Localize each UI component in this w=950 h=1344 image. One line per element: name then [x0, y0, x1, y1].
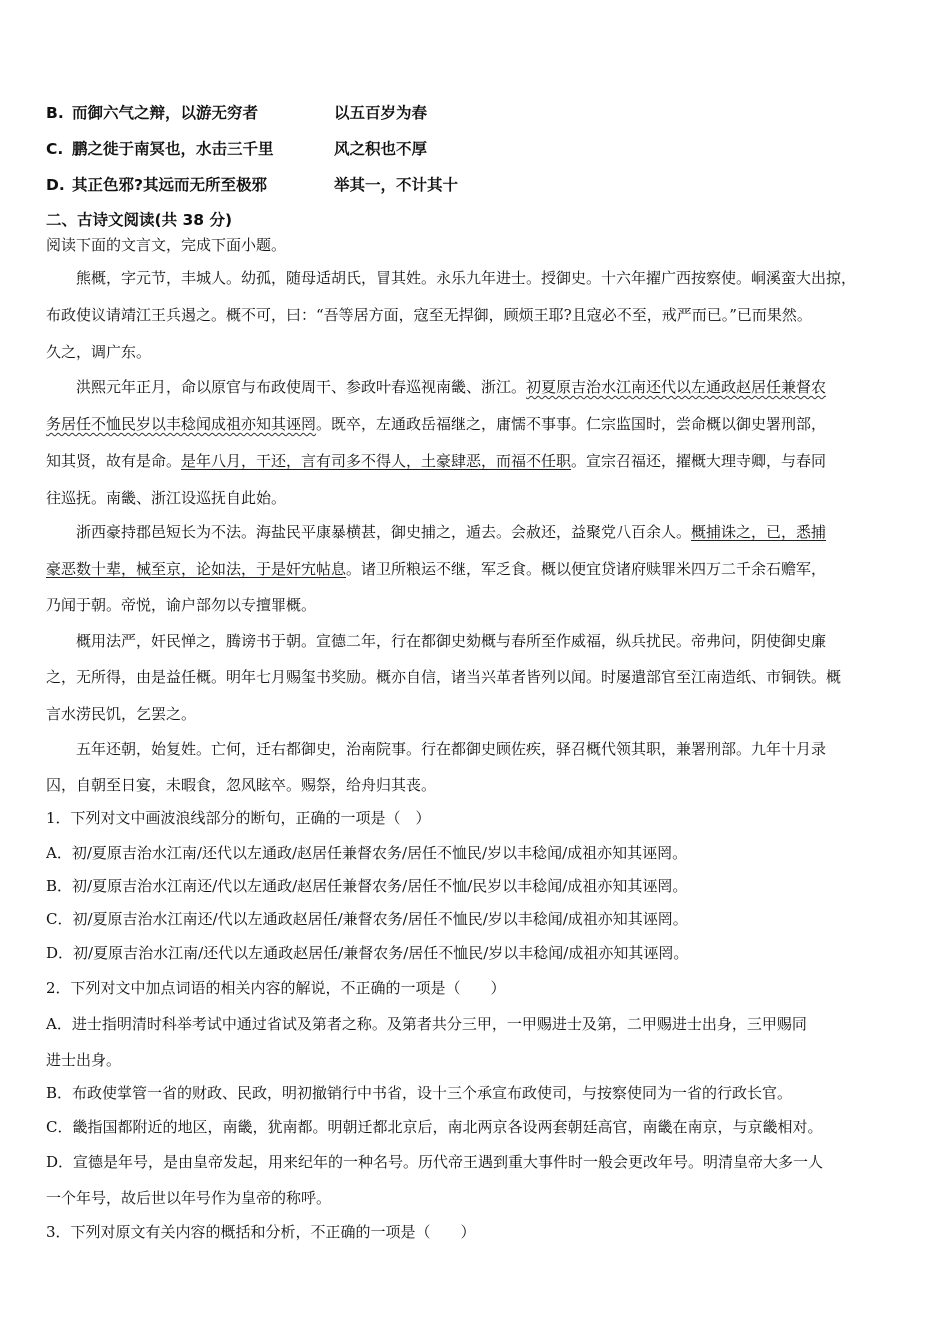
passage-line: 之，无所得，由是益任概。明年七月赐玺书奖励。概亦自信，诸当兴革者皆列以闻。时屡遣部官至江南造纸、市铜铁。概 [46, 668, 842, 686]
option-text-b: 以五百岁为春 [334, 104, 428, 122]
option-label: C. [46, 140, 64, 158]
question-1-option-c: C．初/夏原吉治水江南还/代以左通政赵居任/兼督农务/居任不恤民/岁以丰稔闻/成祖亦知其诬罔。 [46, 910, 688, 928]
passage-line: 往巡抚。南畿、浙江设巡抚自此始。 [46, 489, 287, 507]
option-b [46, 101, 427, 123]
underlined-text: 豪恶数十辈，械至京，论如法，于是奸宄帖息 [46, 560, 347, 578]
passage-text: 洪熙元年正月，命以原官与布政使周干、参政叶春巡视南畿、浙江。 [76, 378, 527, 396]
question-2-stem: 2．下列对文中加点词语的相关内容的解说，不正确的一项是（ ） [46, 979, 506, 997]
passage-line: 言水涝民饥，乞罢之。 [46, 705, 197, 723]
option-text-a: 鹏之徙于南冥也，水击三千里 [72, 140, 274, 158]
question-1-option-d: D．初/夏原吉治水江南/还代以左通政赵居任/兼督农务/居任不恤民/岁以丰稔闻/成祖亦知其诬罔。 [46, 944, 689, 962]
question-1-option-b: B．初/夏原吉治水江南还/代以左通政/赵居任兼督农务/居任不恤/民岁以丰稔闻/成祖亦知其诬罔。 [46, 877, 688, 895]
passage-line [46, 413, 826, 434]
instruction: 阅读下面的文言文，完成下面小题。 [46, 236, 287, 254]
option-text-a: 而御六气之辩，以游无穷者 [72, 104, 259, 122]
passage-line [76, 521, 826, 542]
wavy-underlined-text: 初夏原吉治水江南还代以左通政赵居任兼督农 [526, 378, 827, 396]
question-3-stem: 3．下列对原文有关内容的概括和分析，不正确的一项是（ ） [46, 1223, 476, 1241]
option-d [46, 173, 458, 195]
question-2-option-d-cont: 一个年号，故后世以年号作为皇帝的称呼。 [46, 1189, 332, 1207]
question-2-option-b: B．布政使掌管一省的财政、民政，明初撤销行中书省，设十三个承宣布政使司，与按察使同为一省的行政长官。 [46, 1084, 793, 1102]
question-1-option-a: A．初/夏原吉治水江南/还代以左通政/赵居任兼督农务/居任不恤民/岁以丰稔闻/成祖亦知其诬罔。 [46, 844, 688, 862]
passage-line [76, 376, 826, 397]
wavy-underlined-text: 务居任不恤民岁以丰稔闻成祖亦知其诬罔 [46, 415, 317, 433]
passage-line: 乃闻于朝。帝悦，谕户部勿以专擅罪概。 [46, 596, 317, 614]
passage-line [46, 450, 826, 471]
question-2-option-c: C．畿指国都附近的地区，南畿，犹南都。明朝迁都北京后，南北两京各设两套朝廷高官，南畿在南京，与京畿相对。 [46, 1118, 823, 1136]
passage-line: 五年还朝，始复姓。亡何，迁右都御史，治南院事。行在都御史顾佐疾，驿召概代领其职，兼署刑部。九年十月录 [76, 740, 827, 758]
passage-line [46, 558, 826, 579]
passage-line: 概用法严，奸民惮之，腾谤书于朝。宣德二年，行在都御史劾概与春所至作威福，纵兵扰民。帝弗问，阴使御史廉 [76, 632, 827, 650]
question-1-stem: 1．下列对文中画波浪线部分的断句，正确的一项是（ ） [46, 809, 431, 827]
option-label: D. [46, 176, 65, 194]
question-2-option-a: A．进士指明清时科举考试中通过省试及第者之称。及第者共分三甲，一甲赐进士及第，二甲赐进士出身，三甲赐同 [46, 1015, 807, 1033]
underlined-text: 是年八月，干还，言有司多不得人，土豪肆恶，而福不任职 [181, 452, 572, 470]
option-text-b: 风之积也不厚 [334, 140, 428, 158]
question-2-option-d: D．宣德是年号，是由皇帝发起，用来纪年的一种名号。历代帝王遇到重大事件时一般会更改年号。明清皇帝大多一人 [46, 1153, 824, 1171]
option-text-a: 其正色邪?其远而无所至极邪 [72, 176, 267, 194]
passage-line: 囚，自朝至日宴，未暇食，忽风眩卒。赐祭，给舟归其丧。 [46, 776, 437, 794]
passage-text: 知其贤，故有是命。 [46, 452, 182, 470]
passage-line: 久之，调广东。 [46, 343, 152, 361]
passage-line: 熊概，字元节，丰城人。幼孤，随母适胡氏，冒其姓。永乐九年进士。授御史。十六年擢广西按察使。峒溪蛮大出掠， [76, 269, 857, 287]
passage-line: 布政使议请靖江王兵遏之。概不可，曰：“吾等居方面，寇至无捍御，顾烦王耶?且寇必不至，戒严而已。”已而果然。 [46, 306, 812, 324]
section-title: 二、古诗文阅读(共 38 分) [46, 211, 233, 229]
passage-text: 浙西豪持郡邑短长为不法。海盐民平康暴横甚，御史捕之，遁去。会赦还，益聚党八百余人。 [76, 523, 692, 541]
option-c [46, 137, 427, 159]
option-label: B. [46, 104, 64, 122]
passage-text: 。宣宗召福还，擢概大理寺卿，与春同 [571, 452, 827, 470]
question-2-option-a-cont: 进士出身。 [46, 1051, 122, 1069]
option-text-b: 举其一，不计其十 [334, 176, 459, 194]
passage-text: 。既卒，左通政岳福继之，庸懦不事事。仁宗监国时，尝命概以御史署刑部， [316, 415, 827, 433]
underlined-text: 概捕诛之，已，悉捕 [691, 523, 827, 541]
passage-text: 。诸卫所粮运不继，军乏食。概以便宜贷诸府赎罪米四万二千余石赡军， [346, 560, 827, 578]
